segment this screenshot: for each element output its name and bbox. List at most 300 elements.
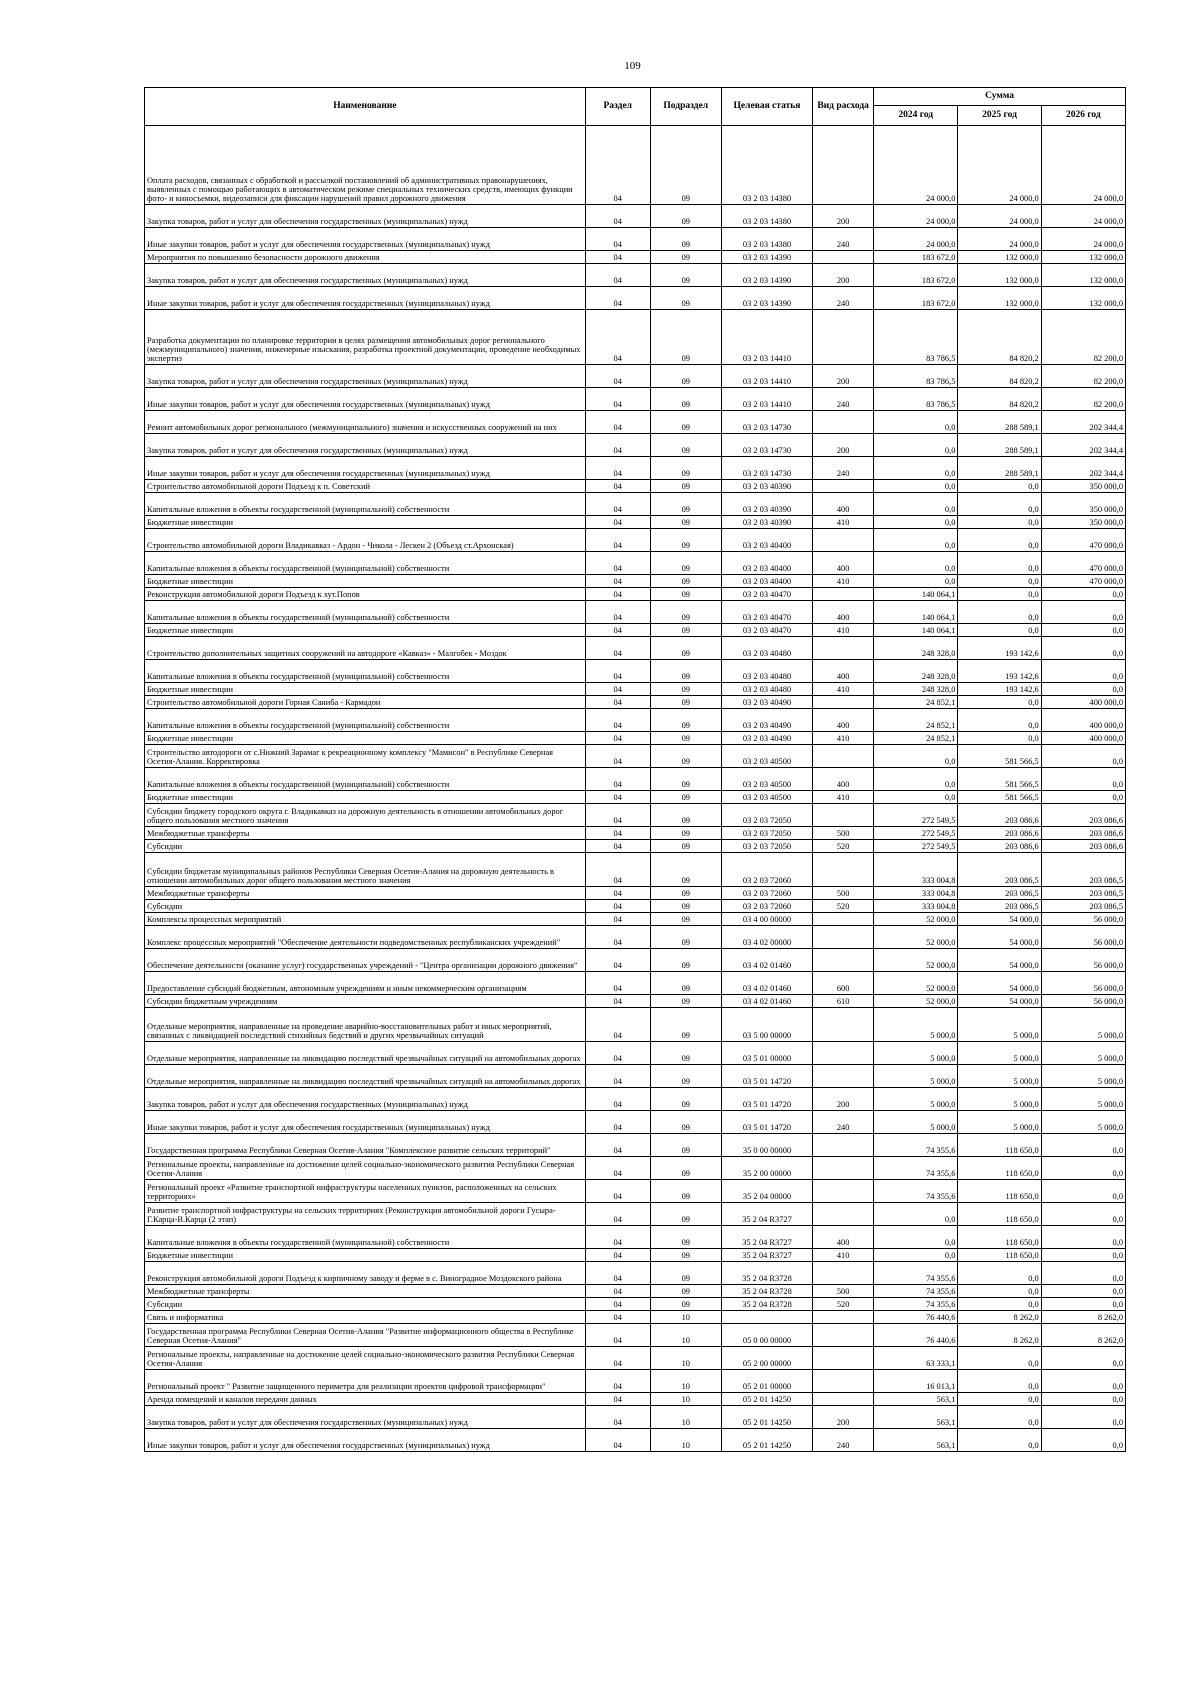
row-expense-type	[813, 1041, 874, 1064]
row-subsection: 09	[650, 1225, 721, 1248]
table-row	[145, 994, 1126, 1007]
row-expense-type: 200	[813, 433, 874, 456]
row-expense-type: 400	[813, 708, 874, 731]
row-target: 03 2 03 72050	[721, 839, 812, 852]
row-sum-2024: 0,0	[874, 433, 958, 456]
row-section: 04	[585, 1041, 650, 1064]
row-name: Закупка товаров, работ и услуг для обеспечения государственных (муниципальных) нужд	[145, 204, 586, 227]
row-expense-type	[813, 1133, 874, 1156]
row-expense-type	[813, 250, 874, 263]
row-sum-2025: 203 086,6	[958, 839, 1041, 852]
row-section: 04	[585, 708, 650, 731]
row-sum-2024: 0,0	[874, 479, 958, 492]
row-section: 04	[585, 925, 650, 948]
row-expense-type: 410	[813, 515, 874, 528]
table-row	[145, 899, 1126, 912]
row-target: 03 2 03 40400	[721, 574, 812, 587]
row-sum-2026: 0,0	[1041, 1392, 1125, 1405]
row-sum-2025: 54 000,0	[958, 994, 1041, 1007]
row-target: 03 2 03 40390	[721, 515, 812, 528]
row-sum-2024: 183 672,0	[874, 263, 958, 286]
row-sum-2026: 0,0	[1041, 587, 1125, 600]
row-sum-2026: 470 000,0	[1041, 574, 1125, 587]
row-sum-2024: 272 549,5	[874, 839, 958, 852]
row-expense-type: 400	[813, 551, 874, 574]
row-sum-2024: 74 355,6	[874, 1261, 958, 1284]
row-section: 04	[585, 1133, 650, 1156]
row-sum-2024: 140 064,1	[874, 623, 958, 636]
table-row	[145, 1133, 1126, 1156]
row-section: 04	[585, 528, 650, 551]
row-sum-2026: 56 000,0	[1041, 948, 1125, 971]
header-expense-type: Вид расхода	[813, 88, 874, 126]
row-section: 04	[585, 744, 650, 767]
row-section: 04	[585, 1087, 650, 1110]
row-subsection: 09	[650, 767, 721, 790]
header-sum: Сумма	[874, 88, 1126, 106]
row-expense-type: 410	[813, 574, 874, 587]
table-row	[145, 1405, 1126, 1428]
row-target: 03 2 03 72060	[721, 886, 812, 899]
table-row	[145, 479, 1126, 492]
row-subsection: 09	[650, 682, 721, 695]
row-target: 05 2 01 00000	[721, 1369, 812, 1392]
row-name: Иные закупки товаров, работ и услуг для обеспечения государственных (муниципальных) нужд	[145, 387, 586, 410]
table-row	[145, 1087, 1126, 1110]
row-target: 03 2 03 40480	[721, 659, 812, 682]
row-sum-2025: 193 142,6	[958, 636, 1041, 659]
row-sum-2025: 24 000,0	[958, 132, 1041, 204]
row-name: Субсидии бюджетам муниципальных районов Республики Северная Осетия-Алания на дорожную деятельность в отношении автомобильных дорог общего пользования местного значения	[145, 852, 586, 886]
row-sum-2024: 74 355,6	[874, 1133, 958, 1156]
table-row	[145, 826, 1126, 839]
row-section: 04	[585, 1110, 650, 1133]
row-sum-2025: 8 262,0	[958, 1310, 1041, 1323]
row-sum-2026: 24 000,0	[1041, 204, 1125, 227]
row-name: Иные закупки товаров, работ и услуг для обеспечения государственных (муниципальных) нужд	[145, 1428, 586, 1451]
row-name: Межбюджетные трансферты	[145, 886, 586, 899]
row-subsection: 09	[650, 1110, 721, 1133]
row-sum-2024: 52 000,0	[874, 925, 958, 948]
row-sum-2026: 0,0	[1041, 1297, 1125, 1310]
row-sum-2026: 203 086,6	[1041, 839, 1125, 852]
row-target: 05 2 00 00000	[721, 1346, 812, 1369]
row-subsection: 09	[650, 286, 721, 309]
row-sum-2024: 5 000,0	[874, 1110, 958, 1133]
table-row	[145, 456, 1126, 479]
header-2025: 2025 год	[958, 106, 1041, 126]
row-sum-2026: 0,0	[1041, 1261, 1125, 1284]
row-sum-2026: 400 000,0	[1041, 695, 1125, 708]
row-sum-2026: 203 086,6	[1041, 826, 1125, 839]
row-expense-type: 500	[813, 826, 874, 839]
row-target: 03 2 03 14410	[721, 309, 812, 364]
row-section: 04	[585, 852, 650, 886]
row-sum-2024: 248 328,0	[874, 682, 958, 695]
row-target: 03 2 03 14380	[721, 227, 812, 250]
row-expense-type: 520	[813, 1297, 874, 1310]
table-row	[145, 1428, 1126, 1451]
row-expense-type	[813, 925, 874, 948]
row-section: 04	[585, 682, 650, 695]
row-section: 04	[585, 1428, 650, 1451]
table-body	[145, 126, 1126, 1452]
header-name: Наименование	[145, 88, 586, 126]
row-sum-2024: 0,0	[874, 551, 958, 574]
row-expense-type	[813, 912, 874, 925]
row-sum-2025: 5 000,0	[958, 1064, 1041, 1087]
row-target: 05 2 01 14250	[721, 1392, 812, 1405]
row-subsection: 09	[650, 515, 721, 528]
table-row	[145, 886, 1126, 899]
row-subsection: 09	[650, 948, 721, 971]
row-name: Бюджетные инвестиции	[145, 682, 586, 695]
row-expense-type: 400	[813, 600, 874, 623]
table-row	[145, 1346, 1126, 1369]
row-section: 04	[585, 971, 650, 994]
row-name: Региональный проект " Развитие защищенного периметра для реализации проектов цифровой трансформации"	[145, 1369, 586, 1392]
row-sum-2024: 24 000,0	[874, 227, 958, 250]
row-expense-type	[813, 1392, 874, 1405]
row-name: Аренда помещений и каналов передачи данных	[145, 1392, 586, 1405]
row-expense-type	[813, 1202, 874, 1225]
row-sum-2024: 0,0	[874, 528, 958, 551]
row-target: 03 2 03 40480	[721, 682, 812, 695]
row-section: 04	[585, 227, 650, 250]
budget-table	[144, 87, 1126, 1452]
row-sum-2026: 470 000,0	[1041, 528, 1125, 551]
row-subsection: 09	[650, 600, 721, 623]
row-expense-type	[813, 1064, 874, 1087]
row-name: Отдельные мероприятия, направленные на ликвидацию последствий чрезвычайных ситуаций на автомобильных дорогах	[145, 1041, 586, 1064]
row-sum-2024: 333 004,8	[874, 852, 958, 886]
row-target: 03 5 01 00000	[721, 1041, 812, 1064]
row-expense-type: 400	[813, 1225, 874, 1248]
row-sum-2025: 0,0	[958, 492, 1041, 515]
row-subsection: 09	[650, 826, 721, 839]
row-subsection: 09	[650, 364, 721, 387]
table-row	[145, 250, 1126, 263]
header-2024: 2024 год	[874, 106, 958, 126]
row-sum-2024: 0,0	[874, 515, 958, 528]
row-target: 03 2 03 40500	[721, 744, 812, 767]
row-sum-2025: 132 000,0	[958, 250, 1041, 263]
row-sum-2025: 54 000,0	[958, 971, 1041, 994]
row-target: 03 2 03 14390	[721, 250, 812, 263]
row-sum-2026: 82 200,0	[1041, 309, 1125, 364]
row-subsection: 09	[650, 1064, 721, 1087]
table-row	[145, 744, 1126, 767]
row-name: Межбюджетные трансферты	[145, 1284, 586, 1297]
row-expense-type: 410	[813, 682, 874, 695]
row-subsection: 09	[650, 410, 721, 433]
row-section: 04	[585, 623, 650, 636]
table-row	[145, 1041, 1126, 1064]
row-subsection: 09	[650, 1156, 721, 1179]
row-sum-2025: 24 000,0	[958, 227, 1041, 250]
row-sum-2024: 5 000,0	[874, 1087, 958, 1110]
row-sum-2025: 0,0	[958, 587, 1041, 600]
row-sum-2024: 83 786,5	[874, 364, 958, 387]
row-sum-2025: 288 589,1	[958, 433, 1041, 456]
row-target: 03 2 03 40470	[721, 600, 812, 623]
row-section: 04	[585, 587, 650, 600]
row-sum-2026: 202 344,4	[1041, 410, 1125, 433]
row-sum-2026: 24 000,0	[1041, 132, 1125, 204]
row-sum-2024: 52 000,0	[874, 948, 958, 971]
row-target: 03 2 03 14390	[721, 263, 812, 286]
header-2026: 2026 год	[1041, 106, 1125, 126]
row-sum-2024: 563,1	[874, 1428, 958, 1451]
row-section: 04	[585, 1284, 650, 1297]
row-target: 03 4 00 00000	[721, 912, 812, 925]
row-name: Оплата расходов, связанных с обработкой и рассылкой постановлений об административных правонарушениях, выявленных с помощью работающих в автоматическом режиме специальных технических средств, имеющих функции фото- и киносъемки, видеозаписи для фиксации нарушений правил дорожного движения	[145, 132, 586, 204]
row-sum-2026: 0,0	[1041, 623, 1125, 636]
row-sum-2025: 203 086,5	[958, 852, 1041, 886]
row-sum-2026: 5 000,0	[1041, 1007, 1125, 1041]
row-name: Бюджетные инвестиции	[145, 790, 586, 803]
row-sum-2026: 0,0	[1041, 1225, 1125, 1248]
row-expense-type	[813, 587, 874, 600]
table-row	[145, 659, 1126, 682]
row-sum-2024: 24 852,1	[874, 708, 958, 731]
row-sum-2024: 563,1	[874, 1405, 958, 1428]
row-name: Бюджетные инвестиции	[145, 574, 586, 587]
row-sum-2026: 82 200,0	[1041, 387, 1125, 410]
row-section: 04	[585, 839, 650, 852]
row-expense-type	[813, 1323, 874, 1346]
row-expense-type: 240	[813, 1110, 874, 1133]
table-row	[145, 132, 1126, 204]
row-sum-2026: 0,0	[1041, 600, 1125, 623]
table-row	[145, 682, 1126, 695]
row-subsection: 09	[650, 925, 721, 948]
row-sum-2026: 0,0	[1041, 1248, 1125, 1261]
row-sum-2025: 0,0	[958, 623, 1041, 636]
row-sum-2025: 84 820,2	[958, 309, 1041, 364]
row-target: 03 2 03 72050	[721, 803, 812, 826]
row-section: 04	[585, 1202, 650, 1225]
row-sum-2024: 0,0	[874, 1248, 958, 1261]
row-name: Иные закупки товаров, работ и услуг для обеспечения государственных (муниципальных) нужд	[145, 227, 586, 250]
row-sum-2024: 74 355,6	[874, 1284, 958, 1297]
row-subsection: 09	[650, 587, 721, 600]
row-expense-type	[813, 410, 874, 433]
row-target: 03 2 03 40490	[721, 708, 812, 731]
row-section: 04	[585, 659, 650, 682]
row-sum-2025: 0,0	[958, 600, 1041, 623]
row-sum-2026: 203 086,6	[1041, 803, 1125, 826]
row-sum-2026: 0,0	[1041, 1179, 1125, 1202]
row-name: Предоставление субсидий бюджетным, автономным учреждениям и иным некоммерческим организациям	[145, 971, 586, 994]
row-sum-2025: 5 000,0	[958, 1087, 1041, 1110]
table-row	[145, 695, 1126, 708]
table-row	[145, 309, 1126, 364]
row-sum-2024: 5 000,0	[874, 1007, 958, 1041]
row-sum-2024: 83 786,5	[874, 387, 958, 410]
table-row	[145, 1392, 1126, 1405]
row-sum-2025: 193 142,6	[958, 682, 1041, 695]
row-name: Субсидии	[145, 1297, 586, 1310]
row-section: 04	[585, 204, 650, 227]
row-subsection: 09	[650, 708, 721, 731]
row-sum-2024: 0,0	[874, 744, 958, 767]
row-section: 04	[585, 263, 650, 286]
header-subsection: Подраздел	[650, 88, 721, 126]
row-sum-2026: 203 086,5	[1041, 886, 1125, 899]
row-expense-type	[813, 1179, 874, 1202]
table-row	[145, 1369, 1126, 1392]
row-sum-2025: 118 650,0	[958, 1133, 1041, 1156]
row-name: Строительство дополнительных защитных сооружений на автодороге «Кавказ» - Малгобек - Моздок	[145, 636, 586, 659]
row-expense-type: 410	[813, 623, 874, 636]
row-expense-type	[813, 1310, 874, 1323]
row-name: Иные закупки товаров, работ и услуг для обеспечения государственных (муниципальных) нужд	[145, 286, 586, 309]
row-section: 04	[585, 899, 650, 912]
row-target: 03 2 03 40390	[721, 479, 812, 492]
row-name: Государственная программа Республики Северная Осетия-Алания "Развитие информационного общества в Республике Северная Осетия-Алания"	[145, 1323, 586, 1346]
row-name: Обеспечение деятельности (оказание услуг) государственных учреждений - "Центра организации дорожного движения"	[145, 948, 586, 971]
row-sum-2024: 272 549,5	[874, 803, 958, 826]
row-sum-2024: 0,0	[874, 1225, 958, 1248]
row-subsection: 09	[650, 204, 721, 227]
row-name: Капитальные вложения в объекты государственной (муниципальной) собственности	[145, 767, 586, 790]
row-section: 04	[585, 1346, 650, 1369]
row-name: Капитальные вложения в объекты государственной (муниципальной) собственности	[145, 659, 586, 682]
row-section: 04	[585, 286, 650, 309]
table-row	[145, 1110, 1126, 1133]
row-sum-2026: 0,0	[1041, 636, 1125, 659]
row-sum-2026: 0,0	[1041, 682, 1125, 695]
table-row	[145, 1261, 1126, 1284]
row-expense-type	[813, 948, 874, 971]
row-target: 03 4 02 01460	[721, 971, 812, 994]
row-name: Развитие транспортной инфраструктуры на сельских территориях (Реконструкция автомобильной дороги Гусыра-Г.Карца-В.Карца (2 этап)	[145, 1202, 586, 1225]
row-sum-2026: 400 000,0	[1041, 708, 1125, 731]
row-sum-2024: 0,0	[874, 767, 958, 790]
row-subsection: 09	[650, 803, 721, 826]
row-name: Строительство автомобильной дороги Подъезд к п. Советский	[145, 479, 586, 492]
row-subsection: 09	[650, 227, 721, 250]
row-target: 03 2 03 40470	[721, 623, 812, 636]
row-expense-type	[813, 1261, 874, 1284]
row-subsection: 09	[650, 492, 721, 515]
row-target: 03 2 03 40390	[721, 492, 812, 515]
row-sum-2025: 84 820,2	[958, 387, 1041, 410]
row-sum-2024: 140 064,1	[874, 600, 958, 623]
row-name: Связь и информатика	[145, 1310, 586, 1323]
row-target	[721, 1310, 812, 1323]
row-name: Отдельные мероприятия, направленные на ликвидацию последствий чрезвычайных ситуаций на автомобильных дорогах	[145, 1064, 586, 1087]
table-row	[145, 515, 1126, 528]
row-target: 35 0 00 00000	[721, 1133, 812, 1156]
row-section: 04	[585, 1064, 650, 1087]
row-section: 04	[585, 574, 650, 587]
row-sum-2025: 203 086,6	[958, 803, 1041, 826]
row-section: 04	[585, 731, 650, 744]
row-name: Мероприятия по повышению безопасности дорожного движения	[145, 250, 586, 263]
row-name: Ремонт автомобильных дорог регионального (межмуниципального) значения и искусственных сооружений на них	[145, 410, 586, 433]
row-target: 03 4 02 00000	[721, 925, 812, 948]
row-expense-type: 600	[813, 971, 874, 994]
row-section: 04	[585, 1179, 650, 1202]
row-sum-2025: 5 000,0	[958, 1007, 1041, 1041]
row-target: 03 2 03 40490	[721, 731, 812, 744]
row-sum-2026: 0,0	[1041, 1156, 1125, 1179]
row-target: 03 2 03 14410	[721, 387, 812, 410]
row-target: 03 2 03 40400	[721, 528, 812, 551]
row-sum-2026: 350 000,0	[1041, 479, 1125, 492]
table-row	[145, 1202, 1126, 1225]
row-target: 03 2 03 14390	[721, 286, 812, 309]
row-target: 03 2 03 40500	[721, 767, 812, 790]
row-expense-type	[813, 803, 874, 826]
table-row	[145, 227, 1126, 250]
row-subsection: 09	[650, 886, 721, 899]
row-sum-2026: 0,0	[1041, 790, 1125, 803]
row-target: 35 2 04 R3727	[721, 1225, 812, 1248]
row-subsection: 10	[650, 1392, 721, 1405]
row-sum-2026: 400 000,0	[1041, 731, 1125, 744]
row-target: 03 2 03 40500	[721, 790, 812, 803]
row-section: 04	[585, 912, 650, 925]
row-target: 03 2 03 72050	[721, 826, 812, 839]
row-sum-2025: 0,0	[958, 1392, 1041, 1405]
row-sum-2026: 132 000,0	[1041, 250, 1125, 263]
row-target: 03 2 03 40470	[721, 587, 812, 600]
row-section: 04	[585, 1007, 650, 1041]
row-name: Капитальные вложения в объекты государственной (муниципальной) собственности	[145, 1225, 586, 1248]
row-target: 03 2 03 72060	[721, 852, 812, 886]
row-sum-2025: 0,0	[958, 731, 1041, 744]
row-name: Бюджетные инвестиции	[145, 623, 586, 636]
row-section: 04	[585, 1156, 650, 1179]
table-row	[145, 263, 1126, 286]
table-row	[145, 1225, 1126, 1248]
table-row	[145, 204, 1126, 227]
table-row	[145, 492, 1126, 515]
row-subsection: 09	[650, 551, 721, 574]
row-section: 04	[585, 826, 650, 839]
row-subsection: 09	[650, 1087, 721, 1110]
row-section: 04	[585, 1225, 650, 1248]
table-row	[145, 790, 1126, 803]
row-sum-2026: 0,0	[1041, 767, 1125, 790]
row-sum-2026: 350 000,0	[1041, 515, 1125, 528]
row-sum-2024: 333 004,8	[874, 886, 958, 899]
row-sum-2024: 76 440,6	[874, 1323, 958, 1346]
row-subsection: 09	[650, 899, 721, 912]
row-sum-2026: 0,0	[1041, 744, 1125, 767]
row-sum-2026: 5 000,0	[1041, 1087, 1125, 1110]
row-name: Субсидии	[145, 899, 586, 912]
row-section: 04	[585, 886, 650, 899]
row-sum-2025: 581 566,5	[958, 744, 1041, 767]
row-section: 04	[585, 1310, 650, 1323]
row-sum-2026: 56 000,0	[1041, 925, 1125, 948]
row-sum-2026: 0,0	[1041, 1428, 1125, 1451]
row-target: 03 2 03 14410	[721, 364, 812, 387]
row-sum-2026: 56 000,0	[1041, 912, 1125, 925]
row-subsection: 10	[650, 1428, 721, 1451]
row-sum-2025: 0,0	[958, 695, 1041, 708]
row-sum-2024: 563,1	[874, 1392, 958, 1405]
row-target: 03 5 01 14720	[721, 1110, 812, 1133]
row-sum-2025: 193 142,6	[958, 659, 1041, 682]
row-name: Региональные проекты, направленные на достижение целей социально-экономического развития Республики Северная Осетия-Алания	[145, 1346, 586, 1369]
row-expense-type: 520	[813, 839, 874, 852]
row-target: 35 2 04 R3728	[721, 1284, 812, 1297]
